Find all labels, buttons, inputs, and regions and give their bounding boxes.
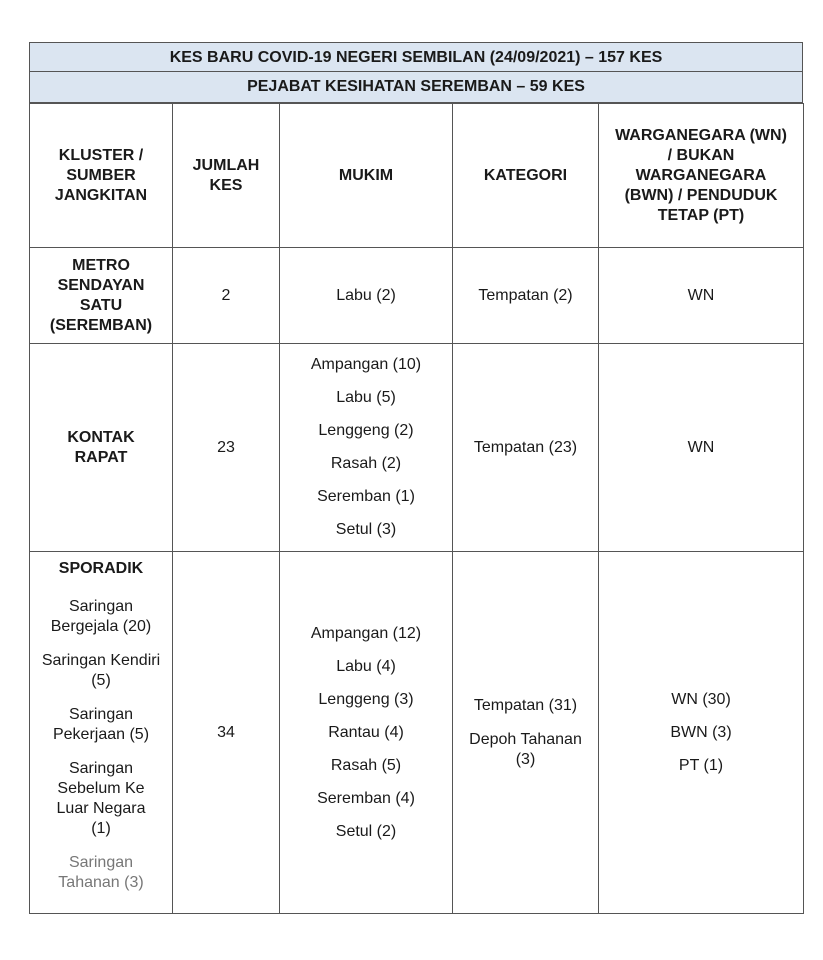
mukim-item: Setul (2) <box>335 822 397 840</box>
table-row <box>30 344 804 552</box>
cell-warganegara: WN <box>599 344 804 552</box>
cell-jumlah: 2 <box>173 248 280 344</box>
header-kategori: KATEGORI <box>453 104 599 248</box>
cell-jumlah: 34 <box>173 552 280 914</box>
mukim-item: Rantau (4) <box>328 723 404 741</box>
source-item: Saringan Bergejala (20) <box>50 598 152 635</box>
table-row <box>30 552 804 914</box>
cases-table <box>29 103 804 914</box>
source-item: Saringan Sebelum Ke Luar Negara (1) <box>56 760 146 837</box>
covid-report-sheet <box>29 42 803 914</box>
warganegara-item: BWN (3) <box>670 723 732 741</box>
mukim-item: Ampangan (12) <box>310 624 422 642</box>
warganegara-item: PT (1) <box>678 756 724 774</box>
warganegara-item: WN (30) <box>671 690 731 708</box>
cell-mukim: Labu (2) <box>280 248 453 344</box>
report-subtitle: PEJABAT KESIHATAN SEREMBAN – 59 KES <box>29 72 803 103</box>
kategori-item: Tempatan (31) <box>473 696 578 714</box>
cell-warganegara: WN <box>599 248 804 344</box>
mukim-item: Lenggeng (3) <box>318 690 414 708</box>
mukim-item: Rasah (5) <box>330 756 402 774</box>
kluster-title: SPORADIK <box>58 560 144 577</box>
cell-kluster <box>30 552 173 914</box>
cell-kategori: Tempatan (23) <box>453 344 599 552</box>
report-title: KES BARU COVID-19 NEGERI SEMBILAN (24/09/2021) – 157 KES <box>29 42 803 72</box>
source-item: Saringan Tahanan (3) <box>58 854 144 891</box>
mukim-item: Labu (4) <box>336 657 396 675</box>
cell-kategori: Tempatan (2) <box>453 248 599 344</box>
header-kluster: KLUSTER / SUMBER JANGKITAN <box>30 104 173 248</box>
mukim-item: Rasah (2) <box>330 455 402 472</box>
mukim-item: Lenggeng (2) <box>318 422 414 439</box>
source-item: Saringan Pekerjaan (5) <box>52 706 150 743</box>
mukim-item: Ampangan (10) <box>310 356 422 373</box>
header-row <box>30 104 804 248</box>
mukim-item: Labu (5) <box>336 389 396 406</box>
cell-mukim <box>280 552 453 914</box>
table-row <box>30 248 804 344</box>
cell-kategori <box>453 552 599 914</box>
mukim-item: Setul (3) <box>335 521 397 538</box>
mukim-item: Seremban (4) <box>317 789 415 807</box>
source-item: Saringan Kendiri (5) <box>41 652 161 689</box>
cell-kluster: METRO SENDAYAN SATU (SEREMBAN) <box>30 248 173 344</box>
cell-warganegara <box>599 552 804 914</box>
header-mukim: MUKIM <box>280 104 453 248</box>
cell-jumlah: 23 <box>173 344 280 552</box>
kategori-item: Depoh Tahanan (3) <box>469 730 582 768</box>
cell-mukim <box>280 344 453 552</box>
cell-kluster: KONTAK RAPAT <box>30 344 173 552</box>
mukim-item: Seremban (1) <box>317 488 415 505</box>
header-jumlah: JUMLAH KES <box>173 104 280 248</box>
header-warganegara: WARGANEGARA (WN) / BUKAN WARGANEGARA (BWN) / PENDUDUK TETAP (PT) <box>599 104 804 248</box>
